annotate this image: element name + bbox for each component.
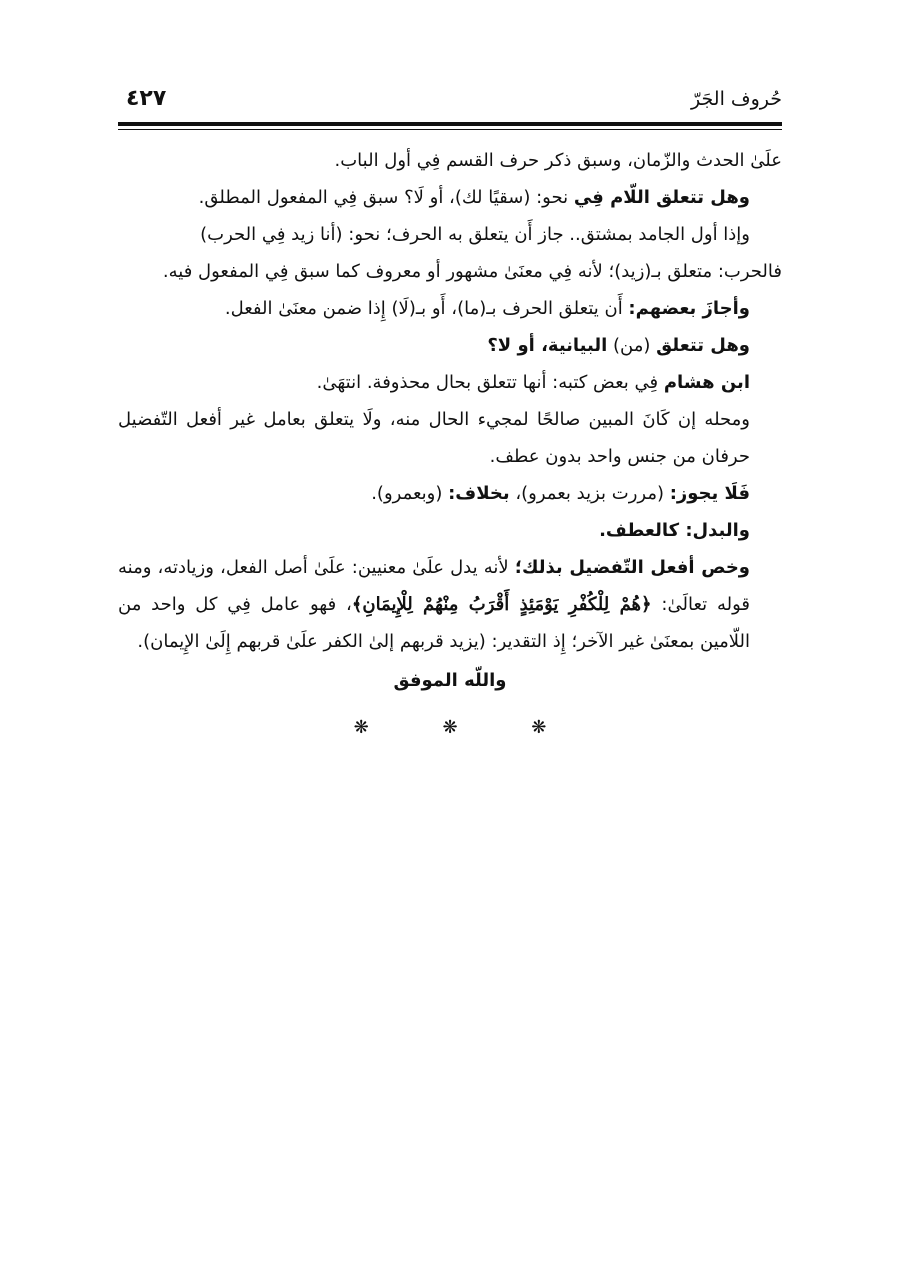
paragraph-1	[118, 142, 782, 179]
paragraph-tail: البيانية، أو لا؟	[487, 335, 608, 356]
paragraph-lead: فَلَا يجوز:	[669, 483, 750, 504]
paragraph-lead: وأجازَ بعضهم:	[628, 298, 750, 319]
closing-phrase: واللّه الموفق	[393, 670, 507, 691]
paragraph-text: لأنه يدل علَىٰ معنيين: علَىٰ أصل الفعل، وزيادته، ومنه قوله تعالَىٰ:	[118, 557, 751, 615]
paragraph-text: وإذا أول الجامد بمشتق.. جاز أَن يتعلق به الحرف؛ نحو: (أنا زيد فِي الحرب)	[200, 224, 750, 245]
paragraph-lead: والبدل: كالعطف.	[599, 520, 750, 541]
paragraph-lead-2: بخلاف:	[448, 483, 510, 504]
paragraph-8	[118, 401, 782, 475]
header-rule-thin	[118, 129, 782, 130]
paragraph-7	[118, 364, 782, 401]
paragraph-text: فالحرب: متعلق بـ(زيد)؛ لأنه فِي معنَىٰ مشهور أو معروف كما سبق فِي المفعول فيه.	[162, 261, 782, 282]
paragraph-text: فِي بعض كتبه: أنها تتعلق بحال محذوفة. انتهَىٰ.	[316, 372, 664, 393]
paragraph-text: علَىٰ الحدث والزّمان، وسبق ذكر حرف القسم فِي أول الباب.	[334, 150, 782, 171]
paragraph-lead: ابن هشام	[663, 372, 750, 393]
paragraph-lead: وهل تتعلق	[656, 335, 750, 356]
header-rule-thick	[118, 122, 782, 126]
page-number: ٤٢٧	[126, 86, 167, 111]
paragraph-tail: ، فهو عامل فِي كل واحد من اللّامين بمعنَىٰ غير الآخر؛ إِذ التقدير: (يزيد قربهم إلىٰ الكفر علَىٰ قربهم إِلَىٰ الإِيمان).	[118, 594, 750, 652]
page-header	[118, 84, 782, 120]
paragraph-lead: وخص أفعل التّفضيل بذلك؛	[514, 557, 750, 578]
paragraph-4	[118, 253, 782, 290]
page-body	[118, 142, 782, 746]
paragraph-lead: وهل تتعلق اللّام فِي	[573, 187, 750, 208]
paragraph-text: ومحله إن كَانَ المبين صالحًا لمجيء الحال منه، ولَا يتعلق بعامل غير أفعل التّفضيل حرفان من جنس واحد بدون عطف.	[118, 409, 750, 467]
paragraph-5	[118, 290, 782, 327]
paragraph-2	[118, 179, 782, 216]
paragraph-6	[118, 327, 782, 364]
paragraph-text: نحو: (سقيًا لك)، أو لَا؟ سبق فِي المفعول المطلق.	[198, 187, 574, 208]
paragraph-text: (من)	[607, 335, 657, 356]
paragraph-11	[118, 549, 782, 660]
paragraph-text: أَن يتعلق الحرف بـ(ما)، أَو بـ(لَا) إِذا ضمن معنَىٰ الفعل.	[224, 298, 629, 319]
paragraph-9	[118, 475, 782, 512]
quran-verse: ﴿هُمْ لِلْكُفْرِ يَوْمَئِذٍ أَقْرَبُ مِنْهُمْ لِلْإِيمَانِ﴾	[351, 594, 652, 615]
section-separator-stars: ❋ ❋ ❋	[353, 717, 581, 738]
paragraph-10	[118, 512, 782, 549]
paragraph-3	[118, 216, 782, 253]
paragraph-tail: (وبعمرو).	[371, 483, 449, 504]
paragraph-text: (مررت بزيد بعمرو)،	[509, 483, 670, 504]
running-head: حُروف الجَرّ	[691, 88, 782, 110]
